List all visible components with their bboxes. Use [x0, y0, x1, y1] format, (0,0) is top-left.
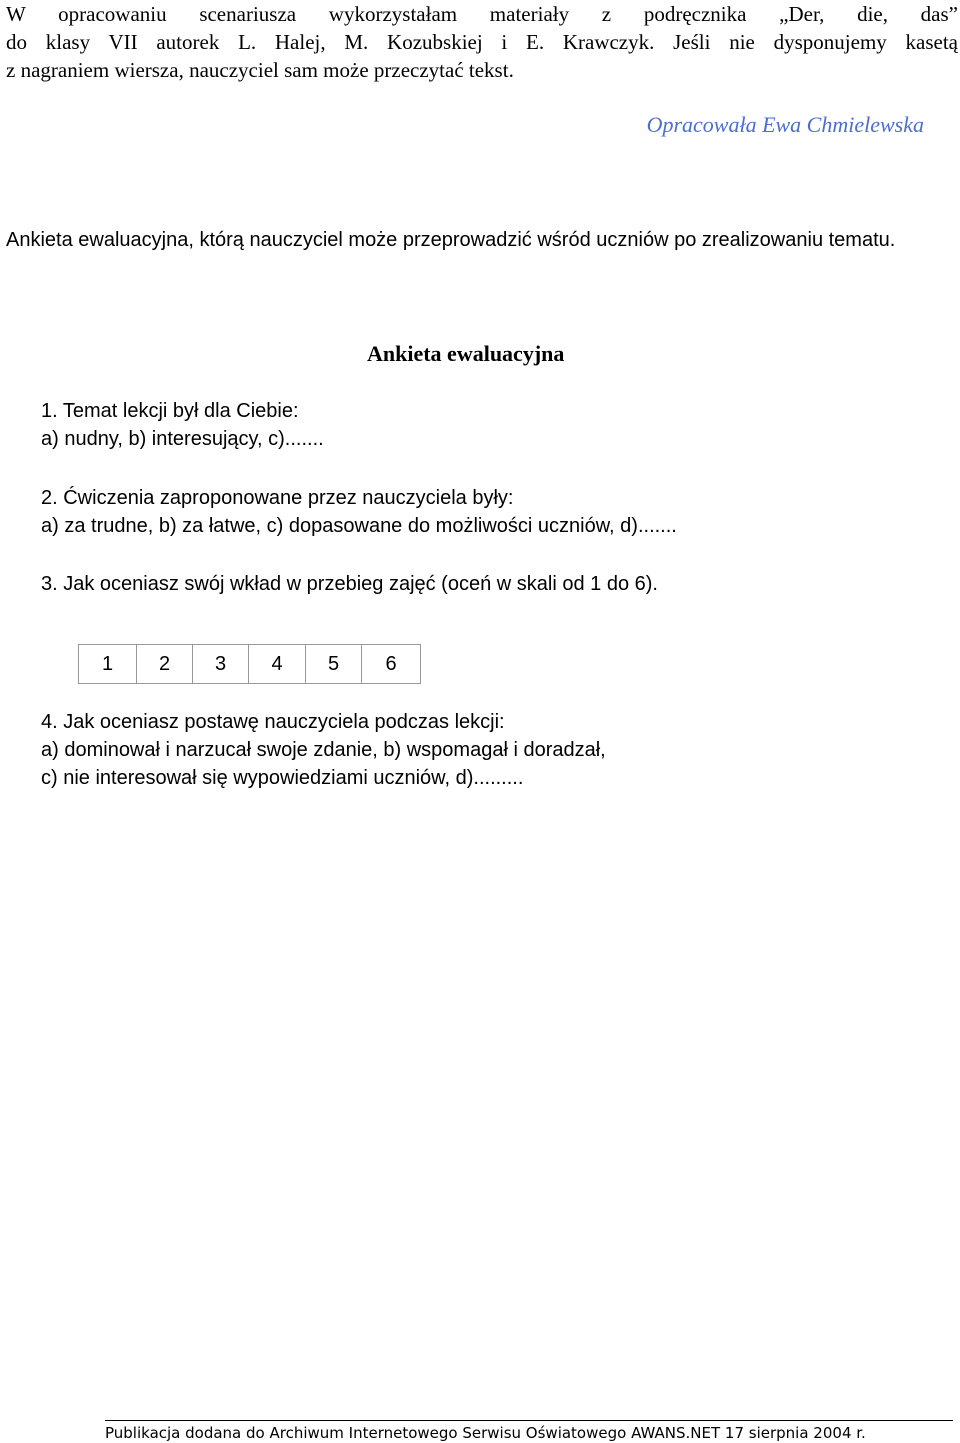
question-4-text: 4. Jak oceniasz postawę nauczyciela podczas lekcji:: [41, 711, 505, 733]
question-4-options-c-d: c) nie interesował się wypowiedziami uczniów, d).........: [41, 767, 524, 789]
question-2-options: a) za trudne, b) za łatwe, c) dopasowane do możliwości uczniów, d).......: [41, 515, 677, 537]
question-2-text: 2. Ćwiczenia zaproponowane przez nauczyciela były:: [41, 487, 514, 509]
ankieta-title: Ankieta ewaluacyjna: [367, 341, 565, 366]
footer-text: Publikacja dodana do Archiwum Internetowego Serwisu Oświatowego AWANS.NET 17 sierpnia 2004 r.: [105, 1424, 866, 1442]
question-1: [41, 397, 324, 453]
question-3-text: 3. Jak oceniasz swój wkład w przebieg zajęć (oceń w skali od 1 do 6).: [41, 573, 658, 595]
rating-scale-table: [78, 644, 421, 684]
rating-cell-1[interactable]: 1: [79, 645, 137, 684]
rating-cell-4[interactable]: 4: [249, 645, 306, 684]
question-1-text: 1. Temat lekcji był dla Ciebie:: [41, 400, 299, 422]
rating-scale-row: [79, 645, 421, 684]
intro-line: do klasy VII autorek L. Halej, M. Kozubskiej i E. Krawczyk. Jeśli nie dysponujemy kasetą: [6, 30, 958, 54]
rating-cell-2[interactable]: 2: [137, 645, 193, 684]
rating-cell-6[interactable]: 6: [362, 645, 421, 684]
rating-cell-5[interactable]: 5: [306, 645, 362, 684]
author-signature: Opracowała Ewa Chmielewska: [646, 112, 924, 137]
rating-cell-3[interactable]: 3: [193, 645, 249, 684]
question-4: [41, 708, 606, 792]
question-4-options-a-b: a) dominował i narzucał swoje zdanie, b) wspomagał i doradzał,: [41, 739, 606, 761]
question-2: [41, 484, 677, 540]
ankieta-intro-paragraph: Ankieta ewaluacyjna, którą nauczyciel może przeprowadzić wśród uczniów po zrealizowaniu tematu.: [6, 229, 896, 251]
question-1-options: a) nudny, b) interesujący, c).......: [41, 428, 324, 450]
intro-paragraph: [6, 0, 958, 84]
question-3: [41, 570, 658, 598]
footer-divider: [105, 1420, 953, 1421]
intro-line: z nagraniem wiersza, nauczyciel sam może przeczytać tekst.: [6, 58, 514, 82]
intro-line: W opracowaniu scenariusza wykorzystałam materiały z podręcznika „Der, die, das”: [6, 2, 958, 26]
